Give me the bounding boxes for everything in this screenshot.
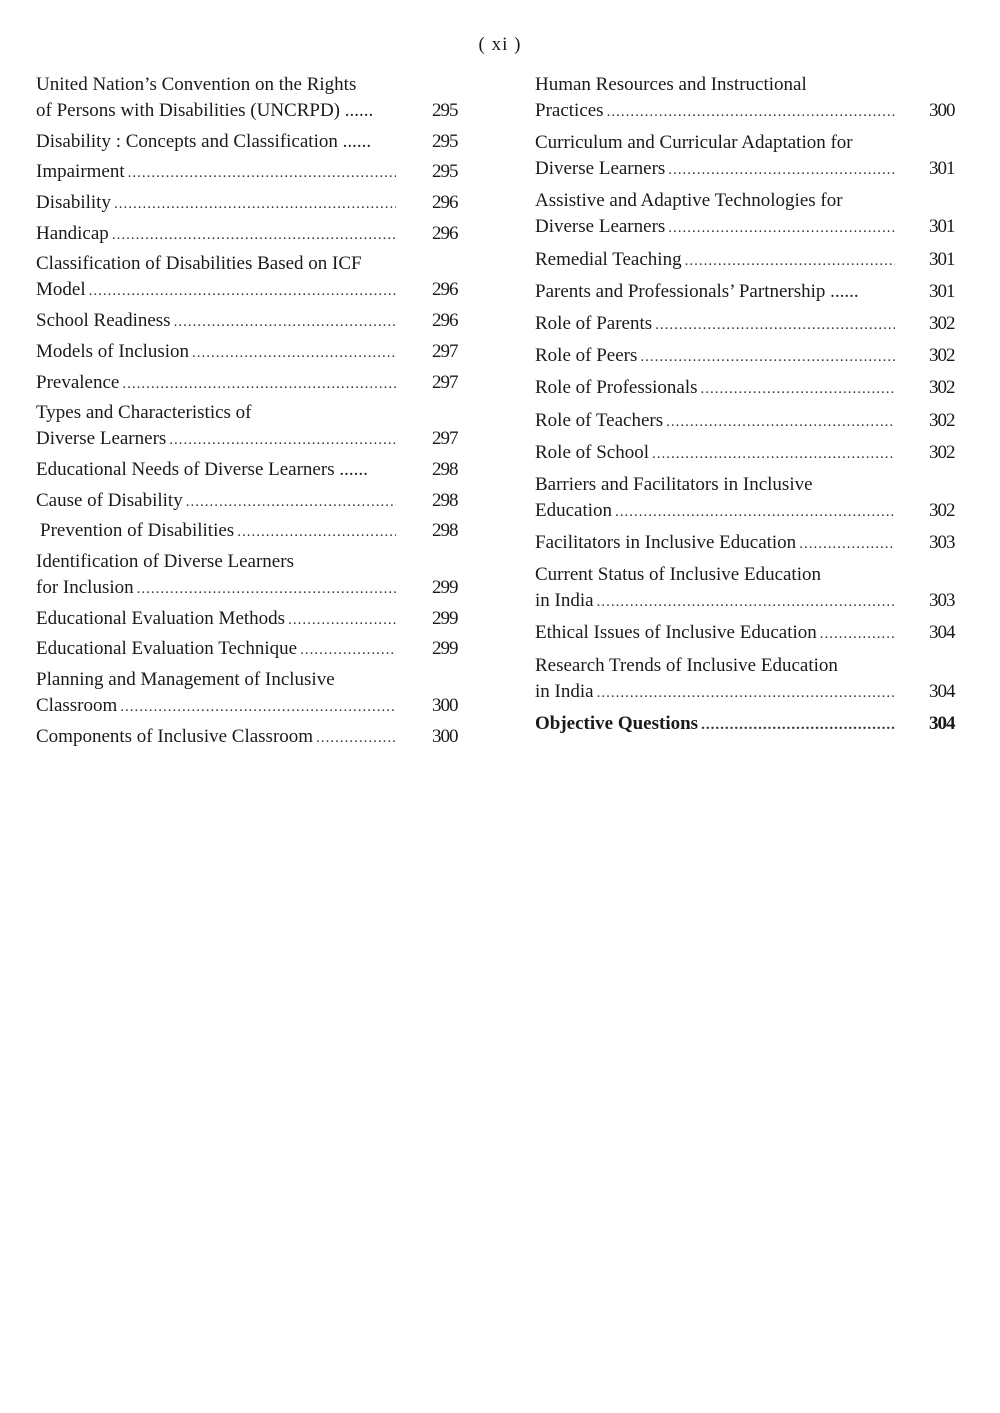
dot-leader [111,191,396,217]
toc-entry [535,408,967,435]
dot-leader [86,278,396,304]
toc-entry-line [36,251,470,277]
toc-entry-title: Educational Evaluation Methods [36,607,286,629]
toc-entry-title: in India [535,590,594,612]
dot-leader [594,589,895,615]
toc-entry-line [535,408,967,435]
toc-entry [36,159,470,186]
toc-entry [535,440,967,467]
dot-leader [698,376,895,402]
toc-entry-line [535,472,967,498]
dot-leader [698,712,895,738]
toc-entry-title: Education [535,499,613,521]
toc-entry-title: Role of Peers [535,345,638,367]
toc-page-number: 304 [929,680,955,702]
toc-page-number: 296 [432,192,458,214]
dot-leader [125,160,396,186]
toc-entry [36,518,470,545]
toc-entry [535,130,967,183]
toc-entry-title: Objective Questions [535,712,699,734]
toc-entry-title: Prevalence [36,371,120,393]
toc-entry-line [535,588,967,615]
toc-page-number: 295 [432,100,458,121]
dot-leader [796,531,895,557]
toc-page-number: 302 [929,345,955,367]
dot-leader [313,725,396,751]
toc-entry-line [36,339,470,366]
toc-page-number: 298 [432,458,458,480]
toc-entry [36,400,470,453]
dot-leader [594,680,895,706]
toc-page-number: 299 [432,638,458,660]
toc-entry [535,472,967,525]
toc-page-number: 304 [929,712,955,734]
toc-entry-line [36,370,470,397]
toc-entry-title: Human Resources and Instructional [535,74,807,95]
toc-page-number: 301 [929,158,955,180]
toc-page-number: 296 [432,310,458,332]
toc-entry-line [535,188,967,214]
dot-leader [183,489,396,515]
toc-entry [36,667,470,720]
dot-leader [663,409,895,435]
toc-entry-title: Facilitators in Inclusive Education [535,532,797,554]
toc-entry-title: Research Trends of Inclusive Education [535,654,838,676]
toc-entry [535,653,967,706]
toc-entry [535,343,967,370]
toc-entry-title: of Persons with Disabilities (UNCRPD) ...... [36,100,374,121]
toc-page-number: 295 [432,161,458,183]
toc-page-number: 297 [432,371,458,393]
toc-entry-line [535,279,967,306]
dot-leader [682,248,895,274]
toc-entry-line [535,530,967,557]
dot-leader [637,344,895,370]
toc-page-number: 301 [929,216,955,238]
toc-entry-title: Role of Professionals [535,377,698,399]
toc-entry-line [535,343,967,370]
toc-entry-line [535,653,967,679]
toc-entry-line [535,247,967,274]
toc-entry-title: Current Status of Inclusive Education [535,564,821,586]
toc-page-number: 297 [432,428,458,450]
toc-entry-title: Diverse Learners [36,428,167,450]
toc-entry-line [36,667,470,693]
toc-entry-title: Planning and Management of Inclusive [36,669,335,690]
toc-page-number: 300 [432,725,458,747]
toc-entry [36,724,470,751]
toc-entry-line [535,498,967,525]
toc-page-number: 299 [432,576,458,598]
toc-entry-line [36,488,470,515]
toc-entry [535,72,967,125]
toc-entry-title: Parents and Professionals’ Partnership ...... [535,280,859,302]
toc-entry-title: Classification of Disabilities Based on ICF [36,253,362,275]
toc-entry-line [36,693,470,720]
toc-page-number: 302 [929,312,955,334]
toc-page-number: 296 [432,222,458,244]
toc-entry [36,457,470,484]
toc-entry [36,72,470,125]
toc-entry-line [535,214,967,241]
toc-entry-title: Models of Inclusion [36,340,190,362]
toc-entry-title: Identification of Diverse Learners [36,550,294,572]
toc-entry [535,247,967,274]
toc-entry [36,636,470,663]
toc-page-number: 295 [432,130,458,152]
toc-entry-line [36,277,470,304]
toc-page-number: 302 [929,441,955,463]
toc-page-number: 298 [432,520,458,542]
toc-entry [36,251,470,304]
toc-entry [36,308,470,335]
toc-entry-title: Assistive and Adaptive Technologies for [535,190,843,212]
dot-leader [649,441,895,467]
toc-entry-line [36,129,470,156]
toc-entry-title: Diverse Learners [535,216,666,238]
toc-entry [36,129,470,156]
dot-leader [612,499,895,525]
toc-entry [535,711,967,738]
toc-entry-title: in India [535,680,594,702]
toc-entry-line [36,98,470,125]
toc-entry-title: Disability : Concepts and Classification ...... [36,130,372,152]
toc-entry-title: Components of Inclusive Classroom [36,725,314,747]
toc-entry-line [535,72,967,98]
toc-entry [535,530,967,557]
toc-entry-line [36,159,470,186]
toc-entry-title: Disability [36,192,111,214]
dot-leader [817,621,895,647]
toc-page-number: 304 [929,622,955,644]
dot-leader [652,312,895,338]
toc-entry-line [36,400,470,426]
toc-entry [36,221,470,248]
toc-entry [36,606,470,633]
toc-entry-title: Types and Characteristics of [36,402,252,424]
dot-leader [297,637,396,663]
toc-entry-line [36,426,470,453]
toc-entry-line [535,311,967,338]
toc-entry-line [535,620,967,647]
toc-entry-title: Impairment [36,161,125,183]
toc-entry [535,375,967,402]
toc-page-number: 303 [929,532,955,554]
toc-page-number: 302 [929,499,955,521]
toc-entry-line [36,724,470,751]
dot-leader [134,576,396,602]
toc-left-column [36,72,470,754]
toc-entry-line [535,375,967,402]
toc-entry-title: Practices [535,100,604,121]
toc-entry-title: School Readiness [36,310,171,332]
dot-leader [665,215,895,241]
dot-leader [604,99,895,125]
toc-entry [535,279,967,306]
toc-entry-title: Educational Needs of Diverse Learners ...... [36,458,368,480]
toc-entry-line [535,679,967,706]
toc-page-number: 303 [929,590,955,612]
toc-page-number: 300 [929,100,955,121]
toc-entry-title: Barriers and Facilitators in Inclusive [535,473,813,495]
toc-page-number: 301 [929,248,955,270]
toc-entry-line [36,221,470,248]
toc-page-number: 299 [432,607,458,629]
toc-entry-title: for Inclusion [36,576,134,598]
toc-entry-title: Cause of Disability [36,489,183,511]
toc-right-column [535,72,967,743]
dot-leader [189,340,396,366]
toc-entry-line [36,518,470,545]
toc-entry [36,190,470,217]
toc-entry-title: Remedial Teaching [535,248,682,270]
toc-entry-title: Curriculum and Curricular Adaptation for [535,132,853,154]
toc-entry-title: United Nation’s Convention on the Rights [36,74,357,95]
toc-entry-line [535,440,967,467]
toc-entry-title: Classroom [36,695,118,716]
toc-entry-line [535,562,967,588]
dot-leader [234,519,396,545]
toc-entry [535,188,967,241]
toc-entry-title: Role of School [535,441,649,463]
dot-leader [109,222,396,248]
dot-leader [171,309,396,335]
toc-page-number: 296 [432,279,458,301]
toc-page-number: 298 [432,489,458,511]
toc-entry-title: Educational Evaluation Technique [36,638,298,660]
toc-entry-title: Ethical Issues of Inclusive Education [535,622,817,644]
toc-entry-line [36,549,470,575]
dot-leader [665,157,895,183]
dot-leader [285,607,396,633]
toc-page-number: 302 [929,377,955,399]
toc-entry-title: Prevention of Disabilities [40,520,235,542]
dot-leader [119,371,396,397]
toc-page-number: 300 [432,695,458,716]
toc-entry-title: Role of Parents [535,312,653,334]
toc-entry-line [36,190,470,217]
toc-entry [535,620,967,647]
toc-entry-title: Handicap [36,222,109,244]
toc-entry-line [36,308,470,335]
toc-entry-line [535,711,967,738]
toc-entry [535,562,967,615]
toc-entry [535,311,967,338]
toc-entry-line [535,98,967,125]
toc-entry [36,339,470,366]
toc-entry-line [36,457,470,484]
toc-entry-line [36,72,470,98]
toc-entry-title: Role of Teachers [535,409,664,431]
toc-entry [36,370,470,397]
toc-entry-title: Model [36,279,86,301]
toc-entry [36,549,470,602]
toc-entry-line [36,606,470,633]
toc-page-number: 302 [929,409,955,431]
dot-leader [117,694,396,720]
dot-leader [166,427,396,453]
page-number: ( xi ) [478,34,522,55]
toc-entry-line [535,130,967,156]
toc-entry [36,488,470,515]
toc-entry-title: Diverse Learners [535,158,666,180]
toc-entry-line [535,156,967,183]
toc-entry-line [36,636,470,663]
toc-page-number: 301 [929,280,955,302]
toc-page-number: 297 [432,340,458,362]
toc-entry-line [36,575,470,602]
